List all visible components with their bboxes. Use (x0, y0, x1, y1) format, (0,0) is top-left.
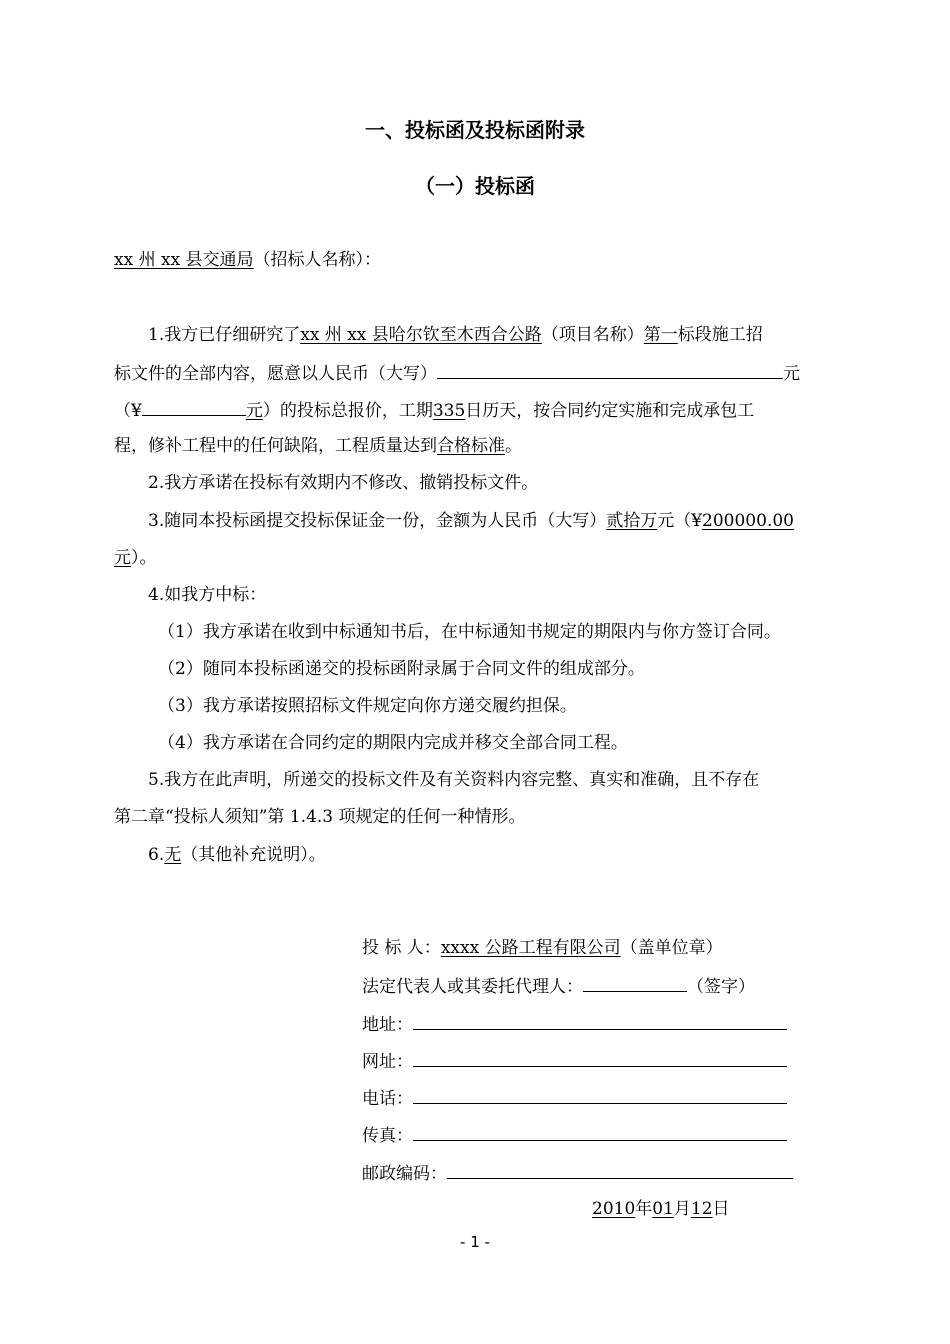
bidder-label: 投 标 人： (362, 938, 441, 958)
item3-text: ）。 (131, 548, 157, 568)
date-day: 12 (690, 1199, 713, 1219)
bidder-seal: （盖单位章） (620, 938, 723, 958)
item1-line2 (114, 360, 800, 386)
item3-text: 元（¥ (657, 511, 703, 531)
deposit-number: 200000.00 (702, 511, 794, 531)
date-month-label: 月 (673, 1199, 691, 1219)
page-title: 一、投标函及投标函附录 (365, 118, 585, 142)
phone-label: 电话： (362, 1089, 413, 1109)
bidder-line (362, 936, 723, 960)
item4-sub-1: （1）我方承诺在收到中标通知书后，在中标通知书规定的期限内与你方签订合同。 (158, 622, 781, 642)
postal-blank[interactable] (447, 1160, 793, 1179)
item1-line1 (148, 323, 763, 347)
item1-text: 。 (505, 436, 522, 456)
fax-blank[interactable] (413, 1122, 787, 1141)
page-subtitle: （一）投标函 (415, 174, 535, 198)
date-day-label: 日 (712, 1199, 730, 1219)
address-label: 地址： (362, 1015, 413, 1035)
item1-text: 元 (245, 401, 263, 421)
price-words-blank[interactable] (437, 360, 783, 379)
representative-signature-blank[interactable] (583, 973, 687, 992)
quality-standard: 合格标准 (437, 436, 505, 456)
item4-sub-4: （4）我方承诺在合同约定的期限内完成并移交全部合同工程。 (158, 733, 628, 753)
section-name: 第一 (643, 325, 678, 345)
item1-text: 元 (783, 364, 800, 384)
item1-text: 程，修补工程中的任何缺陷，工程质量达到 (114, 436, 437, 456)
item4-sub-3: （3）我方承诺按照招标文件规定向你方递交履约担保。 (158, 696, 577, 716)
item1-line4 (114, 434, 522, 458)
item1-text: 日历天，按合同约定实施和完成承包工 (465, 401, 755, 421)
fax-label: 传真： (362, 1126, 413, 1146)
deposit-words: 贰拾万 (606, 511, 658, 531)
item1-text: ）的投标总报价，工期 (262, 401, 433, 421)
item1-text: 标段施工招 (677, 325, 763, 345)
item6-text: （其他补充说明）。 (181, 845, 326, 865)
recipient-line (114, 248, 381, 272)
page-number: - 1 - (460, 1233, 490, 1251)
item1-text: 标文件的全部内容，愿意以人民币（大写） (114, 364, 437, 384)
item6-text: 6. (148, 845, 165, 865)
address-line (362, 1011, 787, 1037)
item3-text: 3.随同本投标函提交投标保证金一份，金额为人民币（大写） (148, 511, 607, 531)
item3-text: 元 (114, 548, 131, 568)
address-blank[interactable] (413, 1011, 787, 1030)
item3-line2 (114, 546, 157, 570)
date-month: 01 (652, 1199, 674, 1219)
item5-line2: 第二章“投标人须知”第 1.4.3 项规定的任何一种情形。 (114, 807, 526, 827)
postal-line (362, 1160, 793, 1186)
item4-sub-2: （2）随同本投标函递交的投标函附录属于合同文件的组成部分。 (158, 659, 645, 679)
representative-sign-note: （签字） (687, 977, 755, 997)
phone-line (362, 1085, 787, 1111)
recipient-name: xx 州 xx 县交通局 (114, 250, 254, 270)
item6-line (148, 843, 326, 867)
website-label: 网址： (362, 1052, 413, 1072)
item1-text: （项目名称） (541, 325, 644, 345)
date-line (592, 1197, 730, 1221)
recipient-suffix: （招标人名称）： (253, 250, 382, 270)
item2-line: 2.我方承诺在投标有效期内不修改、撤销投标文件。 (148, 473, 539, 493)
item3-line1 (148, 509, 794, 533)
item1-text: 1.我方已仔细研究了 (148, 325, 301, 345)
website-blank[interactable] (413, 1048, 787, 1067)
item1-text: （¥ (114, 401, 142, 421)
date-year: 2010 (592, 1199, 636, 1219)
supplement-value: 无 (164, 845, 182, 865)
date-year-label: 年 (635, 1199, 653, 1219)
price-number-blank[interactable] (142, 397, 246, 416)
postal-label: 邮政编码： (362, 1164, 447, 1184)
item1-line3 (114, 397, 754, 423)
item4-head: 4.如我方中标： (148, 585, 267, 605)
website-line (362, 1048, 787, 1074)
fax-line (362, 1122, 787, 1148)
bidder-name: xxxx 公路工程有限公司 (440, 938, 621, 958)
project-name: xx 州 xx 县哈尔钦至木西合公路 (300, 325, 542, 345)
representative-line (362, 973, 755, 999)
representative-label: 法定代表人或其委托代理人： (362, 977, 583, 997)
phone-blank[interactable] (413, 1085, 787, 1104)
construction-days: 335 (432, 401, 466, 421)
item5-line1: 5.我方在此声明，所递交的投标文件及有关资料内容完整、真实和准确，且不存在 (148, 770, 760, 790)
